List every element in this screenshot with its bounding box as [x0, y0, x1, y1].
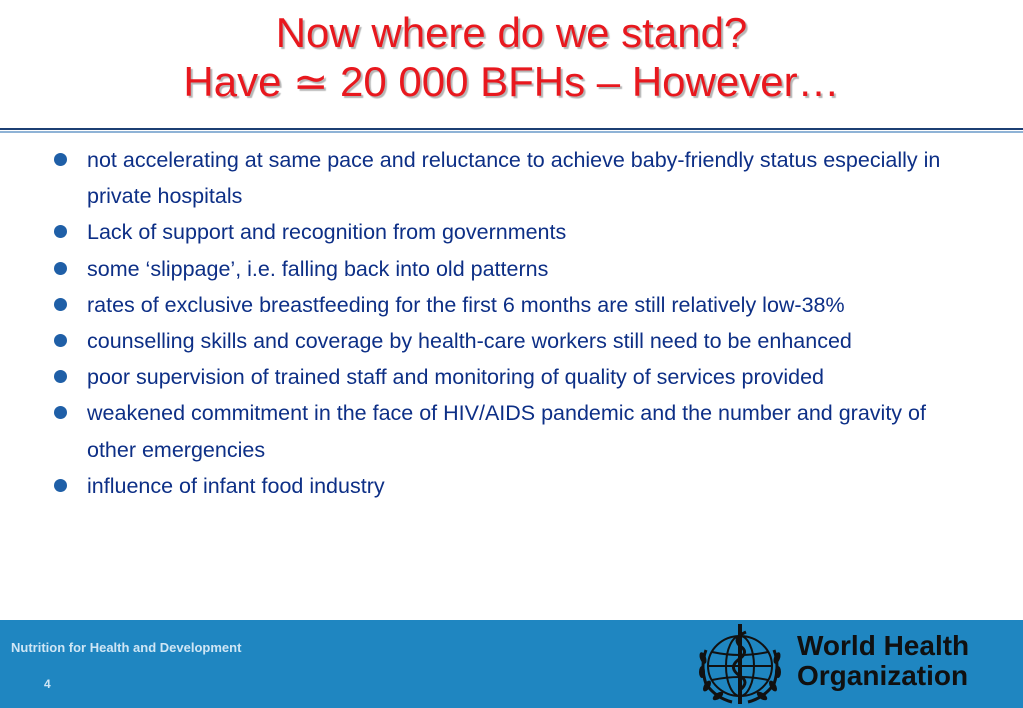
bullet-item	[52, 142, 972, 214]
bullet-text: weakened commitment in the face of HIV/AIDS pandemic and the number and gravity of other emergencies	[87, 401, 926, 462]
who-emblem-icon	[694, 620, 790, 708]
title-line-1: Now where do we stand?	[275, 9, 748, 56]
bullet-text: Lack of support and recognition from governments	[87, 220, 567, 245]
bullet-item	[52, 287, 972, 323]
bullet-text: not accelerating at same pace and reluctance to achieve baby-friendly status especially in private hospitals	[87, 148, 941, 209]
bullet-dot-icon	[54, 334, 67, 347]
bullet-text: counselling skills and coverage by health-care workers still need to be enhanced	[87, 329, 852, 354]
bullet-item	[52, 214, 972, 250]
bullet-list	[52, 142, 972, 504]
title-divider	[0, 128, 1023, 130]
bullet-text: poor supervision of trained staff and monitoring of quality of services provided	[87, 365, 824, 390]
title-line-2: Have ≃ 20 000 BFHs – However…	[183, 58, 840, 105]
bullet-item	[52, 251, 972, 287]
bullet-item	[52, 359, 972, 395]
slide-title	[0, 8, 1023, 106]
bullet-item	[52, 323, 972, 359]
bullet-text: influence of infant food industry	[87, 473, 385, 498]
bullet-text: some ‘slippage’, i.e. falling back into old patterns	[87, 256, 549, 281]
bullet-dot-icon	[54, 406, 67, 419]
page-number: 4	[44, 677, 51, 691]
who-logo-line-2: Organization	[797, 660, 969, 691]
bullet-dot-icon	[54, 298, 67, 311]
bullet-text: rates of exclusive breastfeeding for the first 6 months are still relatively low-38%	[87, 292, 845, 317]
bullet-dot-icon	[54, 153, 67, 166]
who-logo-text	[797, 631, 969, 691]
bullet-dot-icon	[54, 225, 67, 238]
bullet-dot-icon	[54, 479, 67, 492]
bullet-dot-icon	[54, 262, 67, 275]
who-logo-line-1: World Health	[797, 630, 970, 661]
bullet-dot-icon	[54, 370, 67, 383]
title-divider-shadow	[0, 131, 1023, 133]
bullet-item	[52, 468, 972, 504]
footer-org-unit: Nutrition for Health and Development	[11, 640, 242, 655]
bullet-item	[52, 395, 972, 467]
